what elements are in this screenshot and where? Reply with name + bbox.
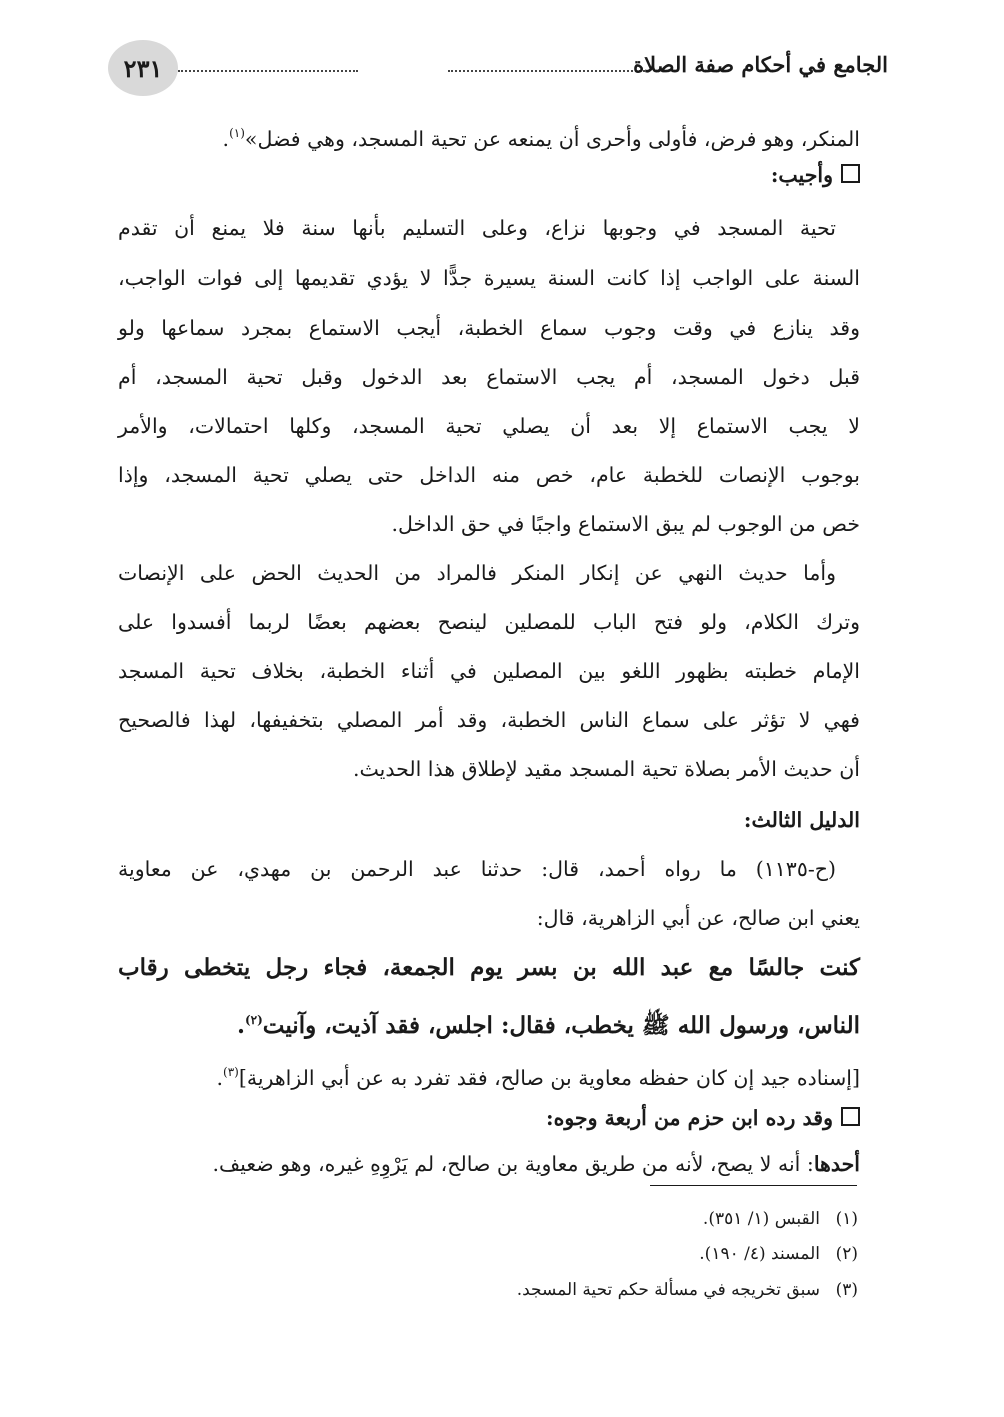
body-line: المنكر، وهو فرض، فأولى وأحرى أن يمنعه عن تحية المسجد، وهي فضل»$^{(١)}$. — [222, 126, 860, 151]
header-dotted-leader-right — [448, 54, 648, 72]
hadith-chain-line: يعني ابن صالح، عن أبي الزاهرية، قال: — [536, 906, 860, 930]
footnote-ref: (٢) — [244, 1013, 263, 1027]
body-line: فهي لا تؤثر على سماع الناس الخطبة، وقد أمر المصلي بتخفيفها، لهذا فالصحيح — [118, 708, 860, 732]
body-line: أن حديث الأمر بصلاة تحية المسجد مقيد لإطلاق هذا الحديث. — [353, 757, 860, 781]
header-dotted-leader — [178, 54, 358, 72]
body-line: بوجوب الإنصات للخطبة عام، خص منه الداخل حتى يصلي تحية المسجد، وإذا — [118, 463, 860, 487]
footnote-ref: (٣) — [223, 1065, 239, 1079]
body-line: السنة على الواجب إذا كانت السنة يسيرة جدًّا لا يؤدي تقديمها إلى فوات الواجب، — [118, 266, 860, 290]
running-header — [108, 40, 888, 96]
square-bullet-icon — [841, 164, 860, 183]
body-line: تحية المسجد في وجوبها نزاع، وعلى التسليم بأنها سنة فلا يمنع أن تقدم — [118, 216, 836, 240]
square-bullet-icon — [841, 1107, 860, 1126]
footnote: (١)القبس (١/ ٣٥١). — [702, 1209, 858, 1229]
hadith-chain-line: (ح-١١٣٥) ما رواه أحمد، قال: حدثنا عبد الرحمن بن مهدي، عن معاوية — [118, 857, 836, 881]
book-title: الجامع في أحكام صفة الصلاة — [633, 52, 888, 77]
body-line: لا يجب الاستماع إلا بعد أن يصلي تحية المسجد، وكلها احتمالات، والأمر — [118, 414, 860, 438]
hadith-text-line: الناس، ورسول الله ﷺ يخطب، فقال: اجلس، فقد آذيت، وآنيت$^{(٢)}$. — [236, 1012, 860, 1039]
footnote-ref: (١) — [229, 126, 245, 140]
body-line: وترك الكلام، ولو فتح الباب للمصلين لينصح بعضهم بعضًا لربما أفسدوا على — [118, 610, 860, 634]
footnote: (٣)سبق تخريجه في مسألة حكم تحية المسجد. — [516, 1280, 858, 1300]
body-line: وقد ينازع في وقت وجوب سماع الخطبة، أيجب الاستماع بمجرد سماعها ولو — [118, 316, 860, 340]
footnote-separator — [650, 1185, 857, 1186]
body-line: أحدها: أنه لا يصح، لأنه من طريق معاوية بن صالح، لم يَرْوِهِ غيره، وهو ضعيف. — [212, 1152, 860, 1176]
section-heading-ibn-hazm: وقد رده ابن حزم من أربعة وجوه: — [118, 1101, 860, 1135]
page-number: ٢٣١ — [108, 40, 178, 96]
footnote: (٢)المسند (٤/ ١٩٠). — [699, 1244, 858, 1264]
body-line: قبل دخول المسجد، أم يجب الاستماع بعد الدخول وقبل تحية المسجد، أم — [118, 365, 860, 389]
section-heading-answer: وأجيب: — [118, 158, 860, 192]
body-line: الإمام خطبته بظهور اللغو بين المصلين في أثناء الخطبة، بخلاف تحية المسجد — [118, 659, 860, 683]
section-heading-third-evidence: الدليل الثالث: — [743, 808, 860, 832]
body-line: خص من الوجوب لم يبق الاستماع واجبًا في حق الداخل. — [391, 512, 860, 536]
body-line: وأما حديث النهي عن إنكار المنكر فالمراد من الحديث الحض على الإنصات — [118, 561, 836, 585]
isnad-grading-line: [إسناده جيد إن كان حفظه معاوية بن صالح، فقد تفرد به عن أبي الزاهرية]$^{(٣)}$. — [216, 1065, 860, 1090]
hadith-text-line: كنت جالسًا مع عبد الله بن بسر يوم الجمعة، فجاء رجل يتخطى رقاب — [118, 954, 860, 981]
